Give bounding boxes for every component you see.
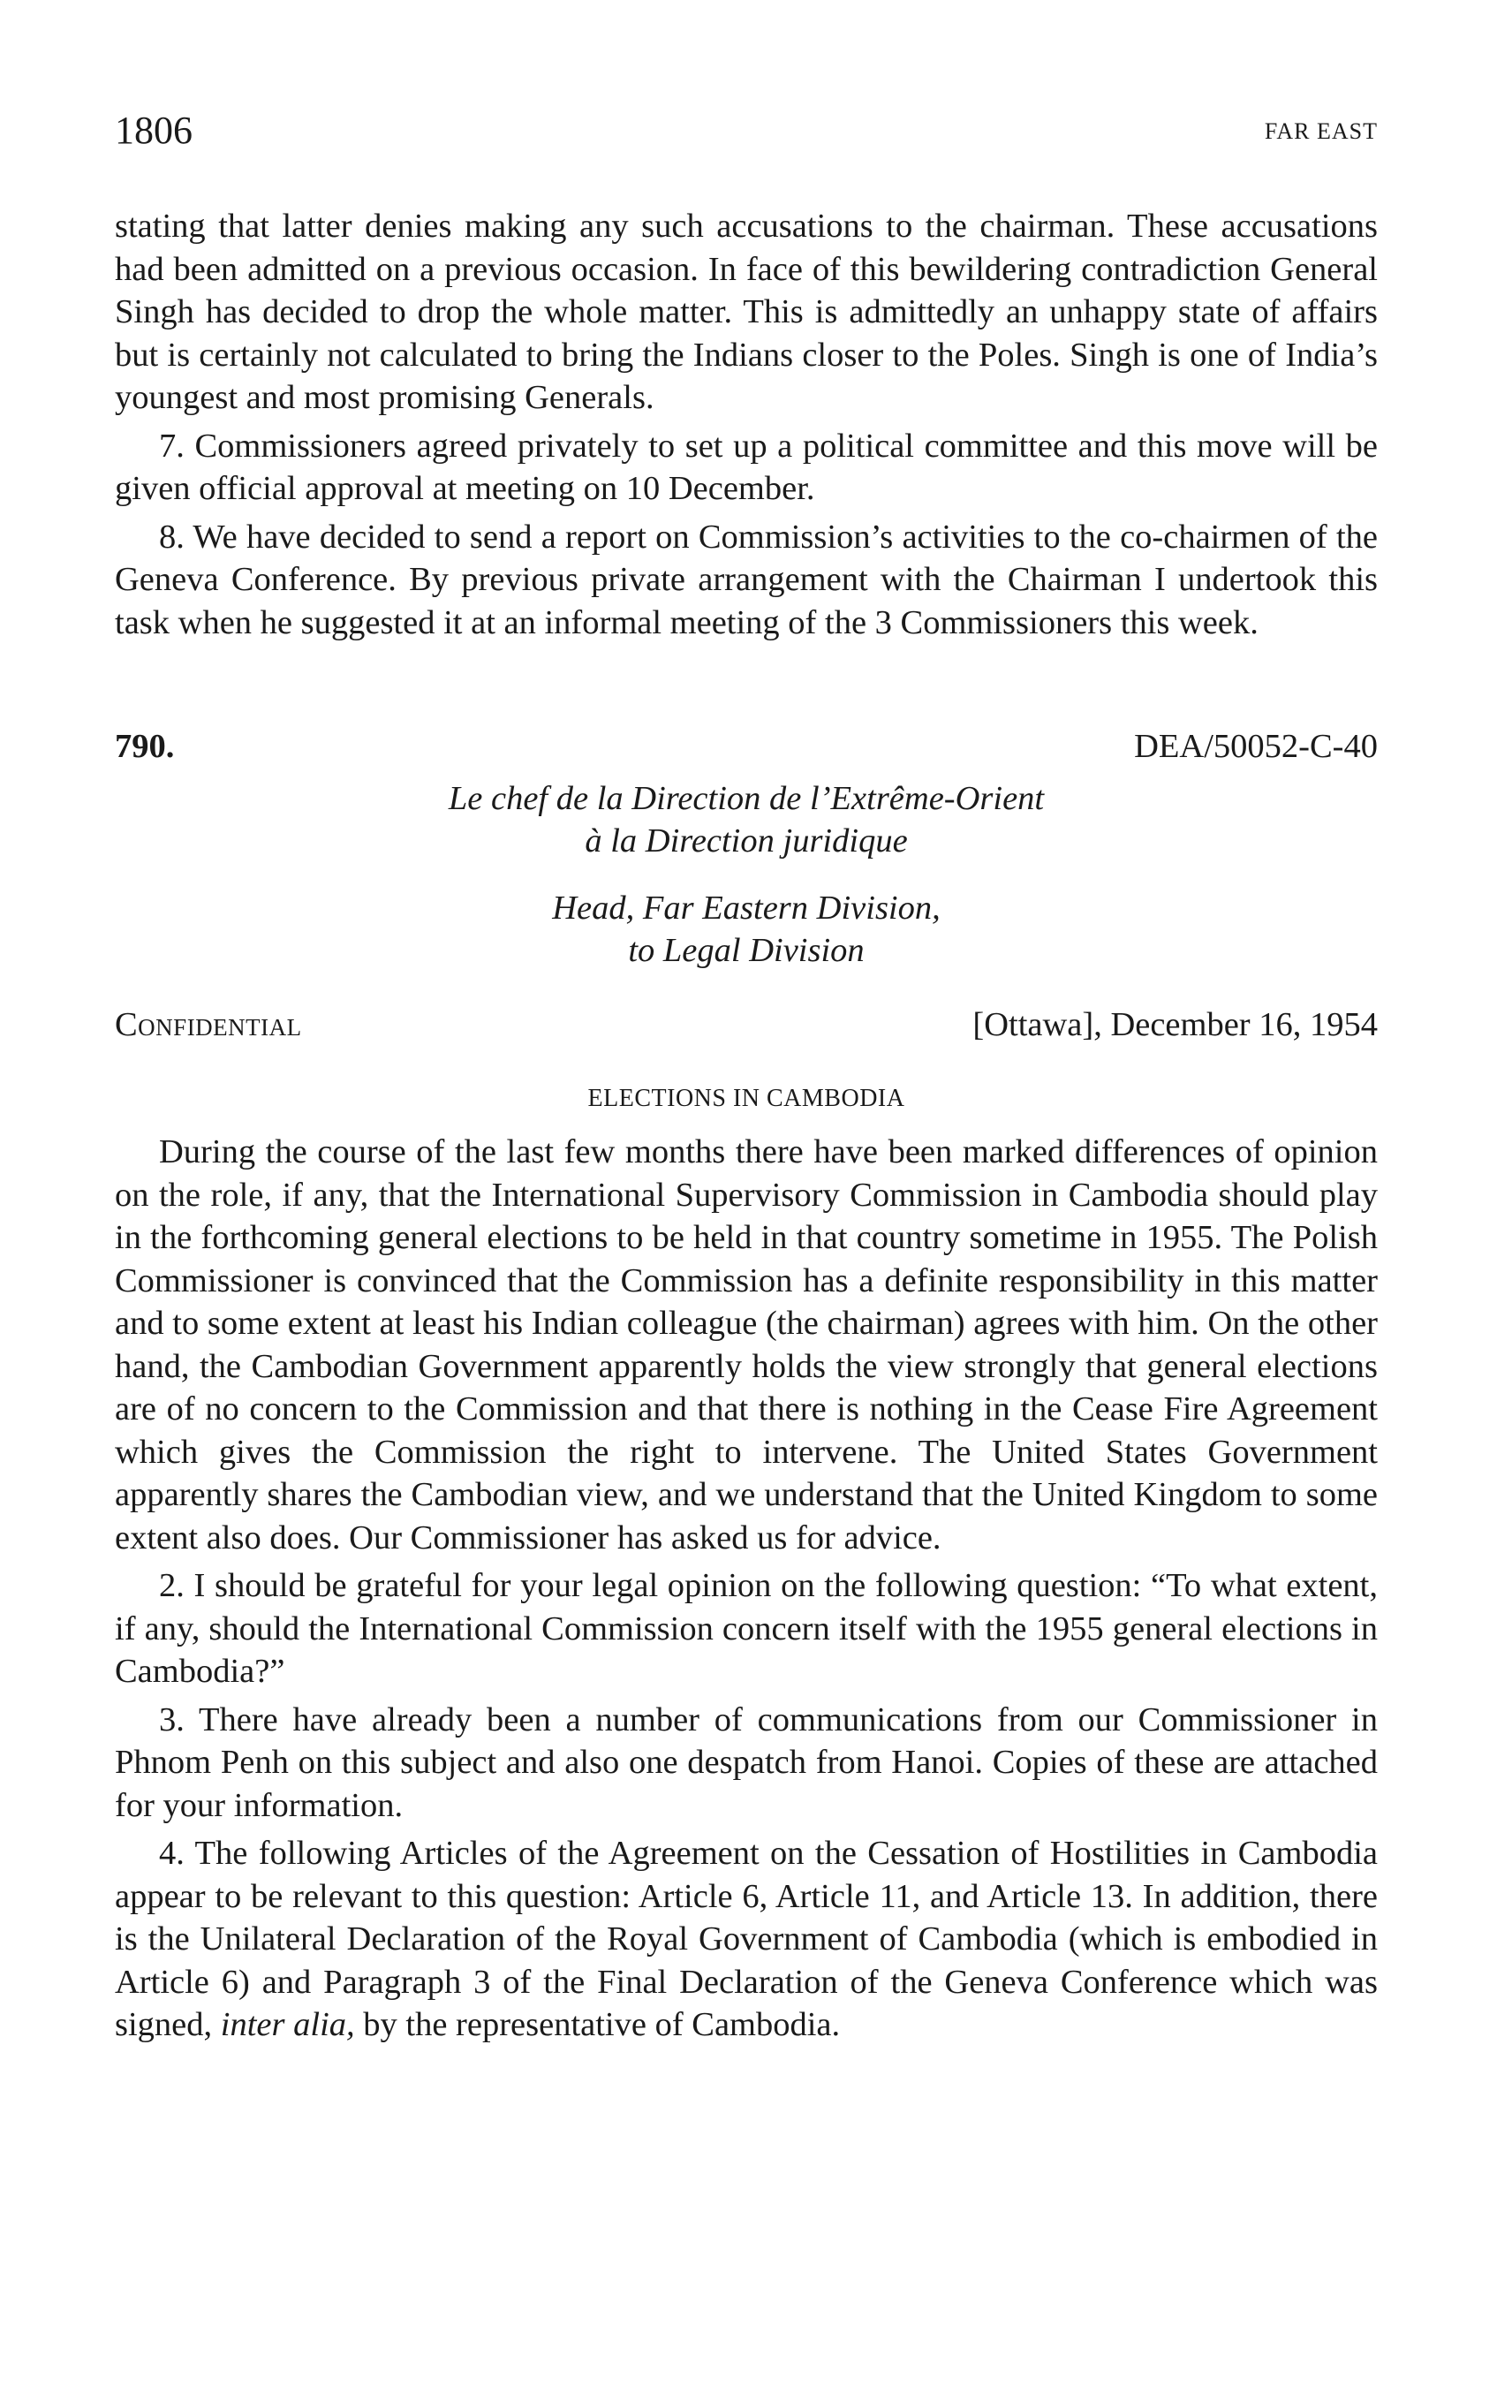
place-date: [Ottawa], December 16, 1954 <box>972 1006 1378 1043</box>
classification-label: Confidential <box>115 1006 302 1043</box>
sender-french: Le chef de la Direction de l’Extrême-Orient <box>448 780 1045 817</box>
memo-paragraph-2: 2. I should be grateful for your legal opinion on the following question: “To what extent, if any, should the International Commission concern itself with the 1955 general elections in Cambodia?” <box>115 1567 1378 1690</box>
document-header <box>115 720 1378 773</box>
addressing-block <box>115 777 1378 972</box>
page-number: 1806 <box>115 109 193 152</box>
memo-paragraph-4-end: by the representative of Cambodia. <box>363 2006 841 2043</box>
running-header <box>115 104 1378 157</box>
sender-english: Head, Far Eastern Division, <box>552 890 941 927</box>
document-reference: DEA/50052-C-40 <box>1134 728 1378 765</box>
paragraph-8: 8. We have decided to send a report on Commission’s activities to the co-chairmen of the Geneva Conference. By previous private arrangement with the Chairman I undertook this task when he suggested it at an informal meeting of the 3 Commissioners this week. <box>115 518 1378 641</box>
continued-text-block <box>115 205 1378 649</box>
recipient-french: à la Direction juridique <box>585 822 908 859</box>
memo-paragraph-1: During the course of the last few months there have been marked differences of opinion on the role, if any, that the International Supervisory Commission in Cambodia should play in the forthcoming general elections to be held in that country sometime in 1955. The Polish Commissioner is convinced that the Commission has a definite responsibility in this matter and to some extent at least his Indian colleague (the chairman) agrees with him. On the other hand, the Cambodian Government apparently holds the view strongly that general elections are of no concern to the Commission and that there is nothing in the Cease Fire Agreement which gives the Commission the right to intervene. The United States Government apparently shares the Cambodian view, and we understand that the United Kingdom to some extent also does. Our Commissioner has asked us for advice. <box>115 1133 1378 1556</box>
continued-paragraph: stating that latter denies making any such accusations to the chairman. These accusations had been admitted on a previous occasion. In face of this bewildering contradiction General Singh has decided to drop the whole matter. This is admittedly an unhappy state of affairs but is certainly not calculated to bring the Indians closer to the Poles. Singh is one of India’s youngest and most promising Generals. <box>115 208 1378 416</box>
memo-paragraph-4-start: 4. The following Articles of the Agreement on the Cessation of Hostilities in Cambodia appear to be relevant to this question: Article 6, Article 11, and Article 13. In addition, there is the Unilateral Declaration of the Royal Government of Cambodia (which is embodied in Article 6) and Paragraph 3 of the Final Declaration of the Geneva Conference which was signed, <box>115 1835 1378 2043</box>
latin-phrase: inter alia, <box>220 2006 355 2043</box>
section-title: FAR EAST <box>1264 118 1378 144</box>
classification-line <box>115 998 1378 1051</box>
paragraph-7: 7. Commissioners agreed privately to set up a political committee and this move will be given official approval at meeting on 10 December. <box>115 427 1378 507</box>
memo-title: ELECTIONS IN CAMBODIA <box>587 1085 905 1112</box>
memo-paragraph-4 <box>115 1832 1378 2047</box>
memo-paragraph-3: 3. There have already been a number of communications from our Commissioner in Phnom Penh on this subject and also one despatch from Hanoi. Copies of these are attached for your information. <box>115 1700 1378 1824</box>
document-number: 790. <box>115 728 175 765</box>
recipient-english: to Legal Division <box>628 932 865 969</box>
memo-body <box>115 1131 1378 2052</box>
